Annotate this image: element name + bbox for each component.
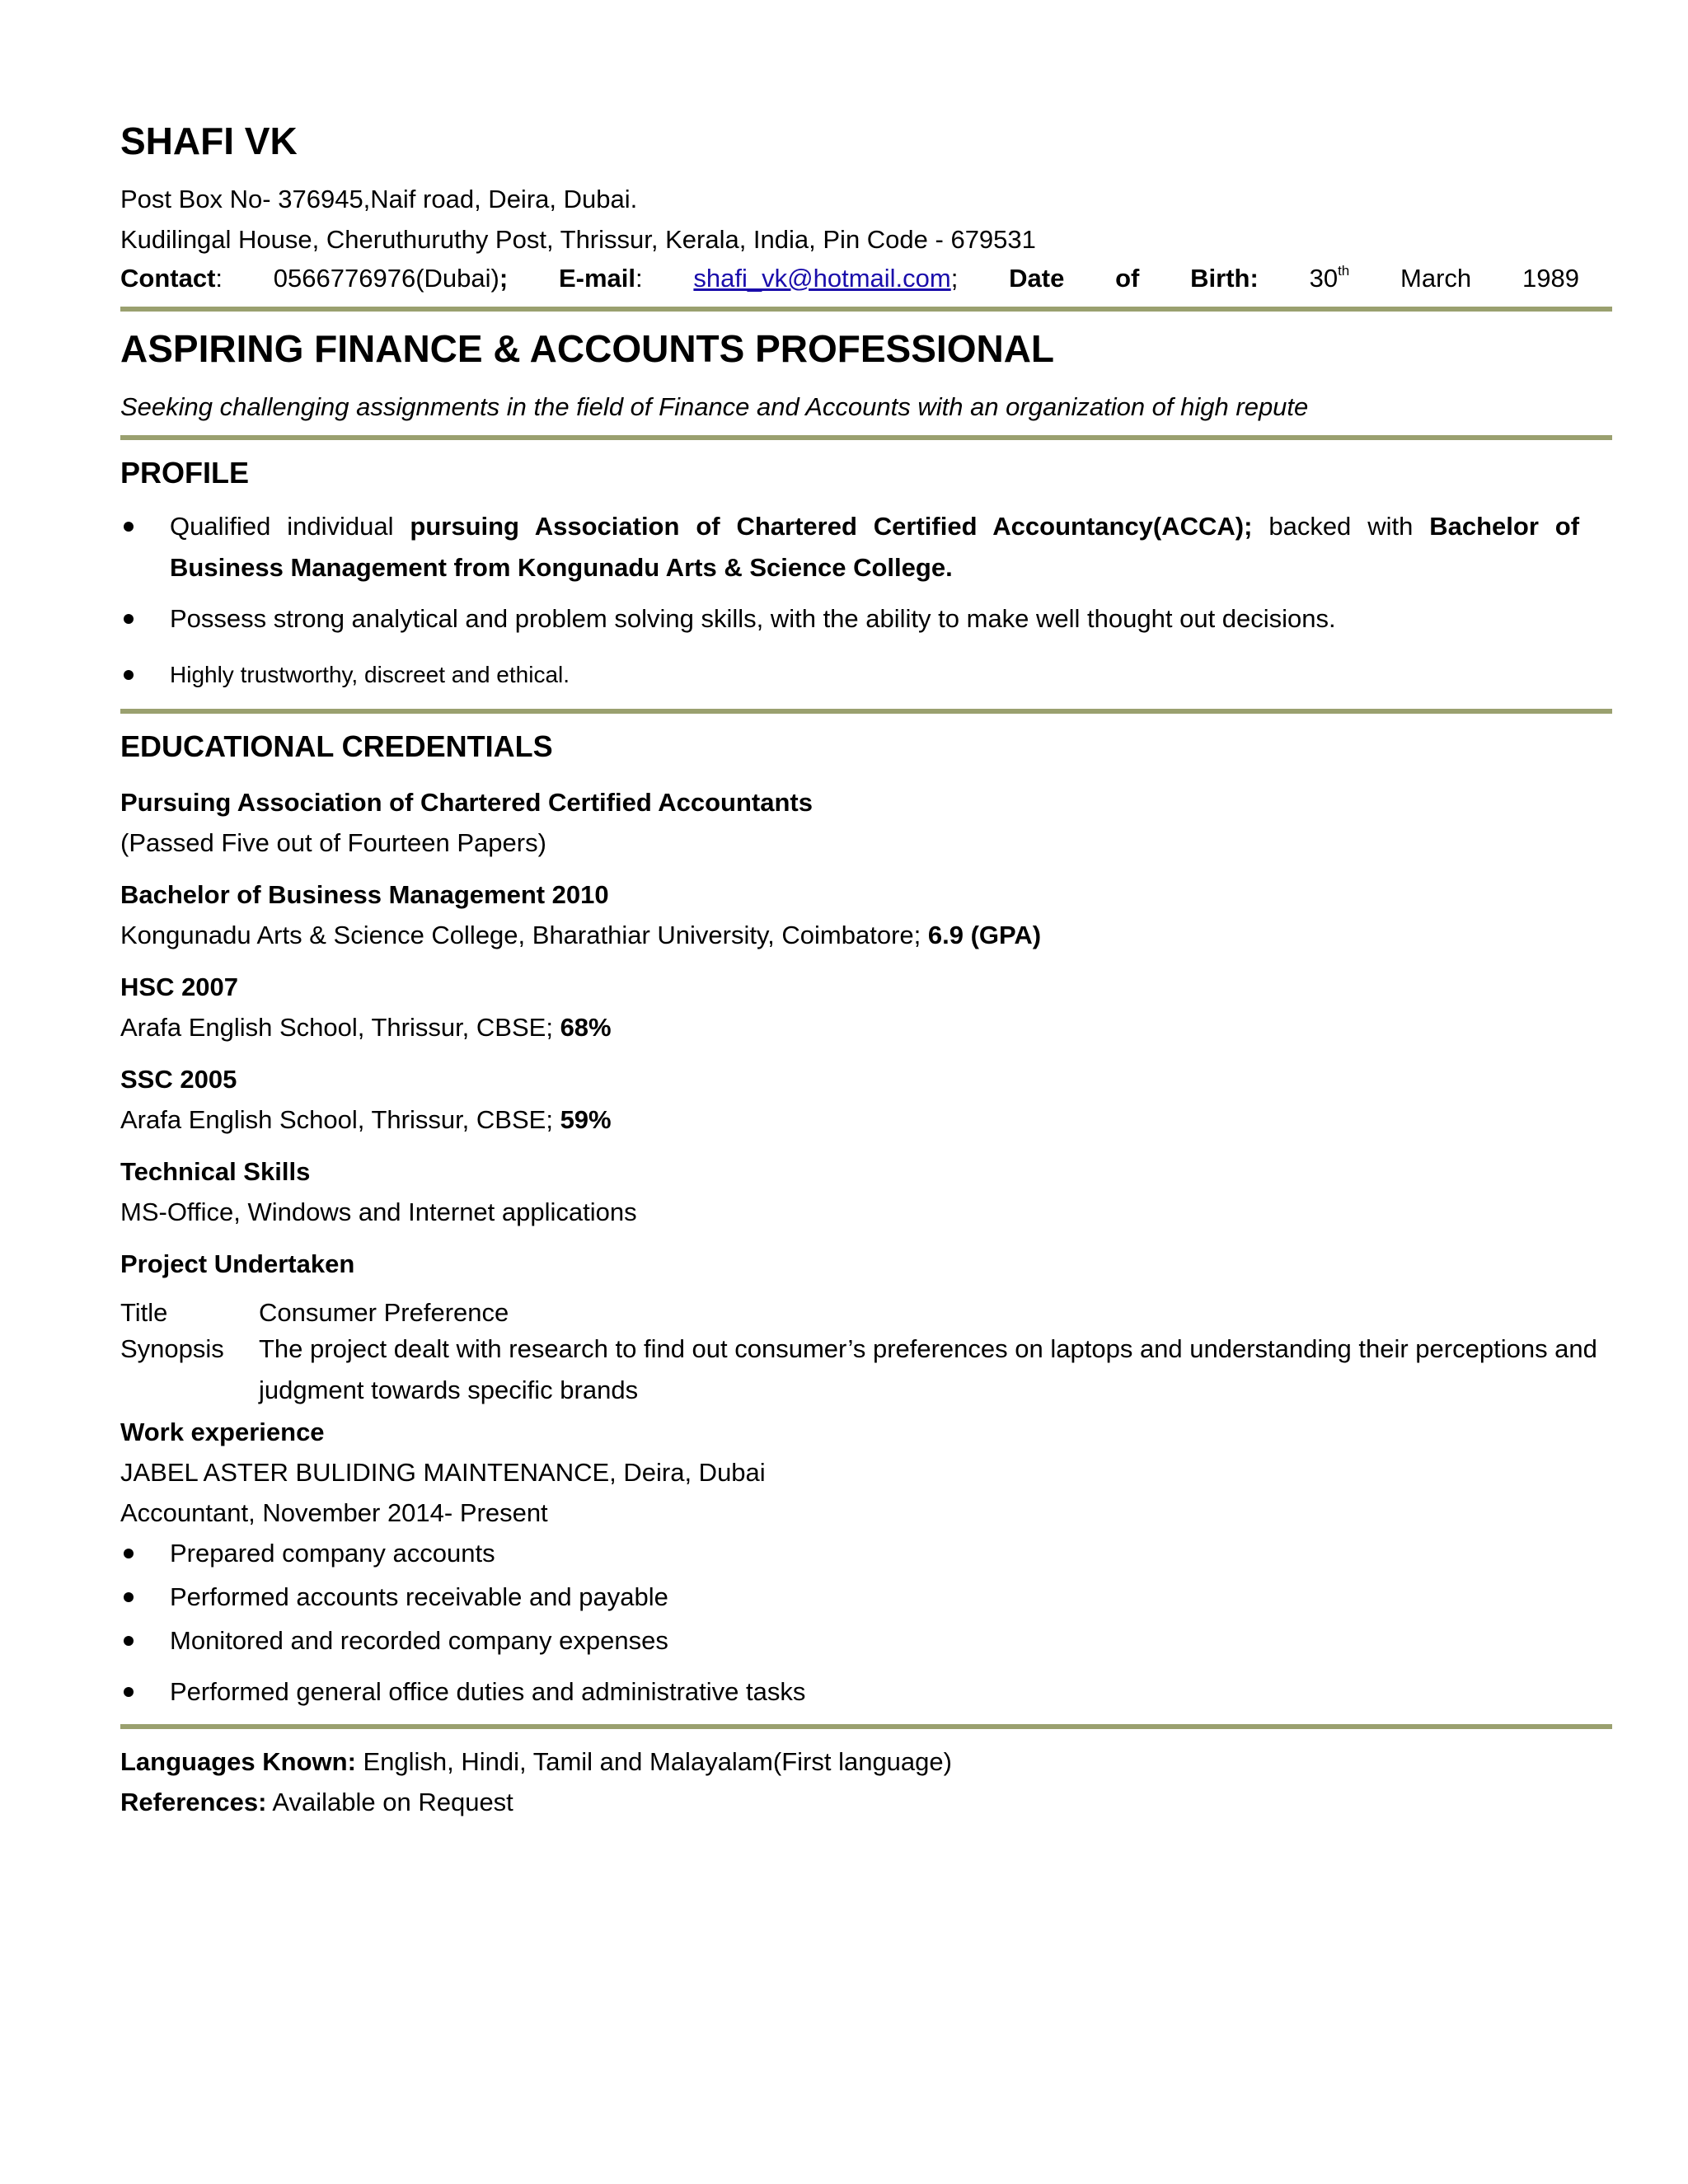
project-title: Project Undertaken [120,1249,355,1278]
profile-bullet-1 [120,506,1579,588]
profile-b1-part2: pursuing Association of Chartered Certified Accountancy(ACCA); [410,512,1253,541]
references-value: Available on Request [266,1788,513,1816]
hsc-institution: Arafa English School, Thrissur, CBSE; [120,1013,560,1042]
project-synopsis-value: The project dealt with research to find out consumer’s preferences on laptops and understanding their perceptions and judgment towards specific brands [259,1334,1597,1404]
dob-day-group [1310,265,1350,291]
divider-rule [120,435,1612,440]
dob-month: March [1400,264,1472,293]
contact-value: 0566776976(Dubai) [273,264,499,293]
email-label: E-mail [558,264,635,293]
project-title-value: Consumer Preference [259,1298,509,1327]
dob-label-date: Date [1009,264,1065,293]
languages-known [120,1749,952,1774]
work-duty-item [120,1620,1579,1661]
contact-row [120,265,1579,291]
dob-label-birth: Birth: [1190,264,1259,293]
bbm-detail [120,922,1041,948]
dob-day: 30 [1309,264,1339,293]
profile-bullet-3 [120,654,1579,696]
address-dubai: Post Box No- 376945,Naif road, Deira, Dubai. [120,185,638,213]
work-duty-text: Performed general office duties and administrative tasks [170,1677,806,1706]
email-link[interactable]: shafi_vk@hotmail.com [693,264,951,293]
work-duty-text: Prepared company accounts [170,1539,495,1568]
address-india: Kudilingal House, Cheruthuruthy Post, Thrissur, Kerala, India, Pin Code - 679531 [120,225,1036,254]
profile-bullet-text: Highly trustworthy, discreet and ethical. [170,662,570,687]
education-section-title: EDUCATIONAL CREDENTIALS [120,729,553,763]
colon: : [635,264,643,293]
technical-skills-title: Technical Skills [120,1157,311,1186]
hsc-detail [120,1015,612,1040]
bbm-institution: Kongunadu Arts & Science College, Bharathiar University, Coimbatore; [120,921,928,949]
divider-rule [120,709,1612,714]
work-company: JABEL ASTER BULIDING MAINTENANCE, Deira, Dubai [120,1458,766,1487]
work-duty-item [120,1577,1579,1618]
profile-section-title: PROFILE [120,456,250,490]
contact-value-group [274,265,508,291]
ssc-institution: Arafa English School, Thrissur, CBSE; [120,1105,560,1134]
profile-bullet-text [170,506,1579,588]
contact-label: Contact [120,264,216,293]
acca-title: Pursuing Association of Chartered Certified Accountants [120,788,813,817]
contact-label-group [120,265,223,291]
ssc-detail [120,1107,612,1132]
dob-year: 1989 [1522,264,1579,293]
references-label: References: [120,1788,267,1816]
references [120,1789,513,1815]
acca-detail: (Passed Five out of Fourteen Papers) [120,828,546,857]
technical-skills-detail: MS-Office, Windows and Internet applications [120,1197,637,1226]
work-experience-title: Work experience [120,1418,325,1446]
email-value-group [693,265,958,291]
profile-b1-part3: backed with [1252,512,1430,541]
divider-rule [120,307,1612,312]
dob-day-suffix: th [1338,263,1350,279]
hsc-title: HSC 2007 [120,972,239,1001]
headline-title: ASPIRING FINANCE & ACCOUNTS PROFESSIONAL [120,327,1055,370]
colon: : [215,264,223,293]
work-duty-item [120,1533,1579,1574]
ssc-title: SSC 2005 [120,1065,237,1094]
email-label-group [559,265,643,291]
objective-text: Seeking challenging assignments in the field of Finance and Accounts with an organization of high repute [120,392,1309,421]
work-duty-item [120,1671,1579,1713]
work-role: Accountant, November 2014- Present [120,1498,548,1527]
work-duty-text: Monitored and recorded company expenses [170,1626,668,1655]
languages-label: Languages Known: [120,1747,356,1776]
project-synopsis-key: Synopsis [120,1334,224,1363]
semicolon: ; [499,264,509,293]
profile-b1-part4: Bachelor of Business Management from Kongunadu Arts & Science College. [170,512,1580,582]
divider-rule [120,1724,1612,1729]
ssc-score: 59% [560,1105,612,1134]
profile-bullet-2 [120,598,1579,640]
candidate-name: SHAFI VK [120,120,298,162]
languages-value: English, Hindi, Tamil and Malayalam(First language) [355,1747,952,1776]
semicolon: ; [950,264,959,293]
bbm-title: Bachelor of Business Management 2010 [120,880,609,909]
dob-label-of: of [1115,264,1140,293]
bbm-score: 6.9 (GPA) [927,921,1042,949]
profile-b1-part1: Qualified individual [170,512,410,541]
work-duty-text: Performed accounts receivable and payable [170,1582,668,1611]
hsc-score: 68% [560,1013,612,1042]
profile-bullet-text: Possess strong analytical and problem solving skills, with the ability to make well thought out decisions. [170,604,1336,633]
project-title-key: Title [120,1298,168,1327]
